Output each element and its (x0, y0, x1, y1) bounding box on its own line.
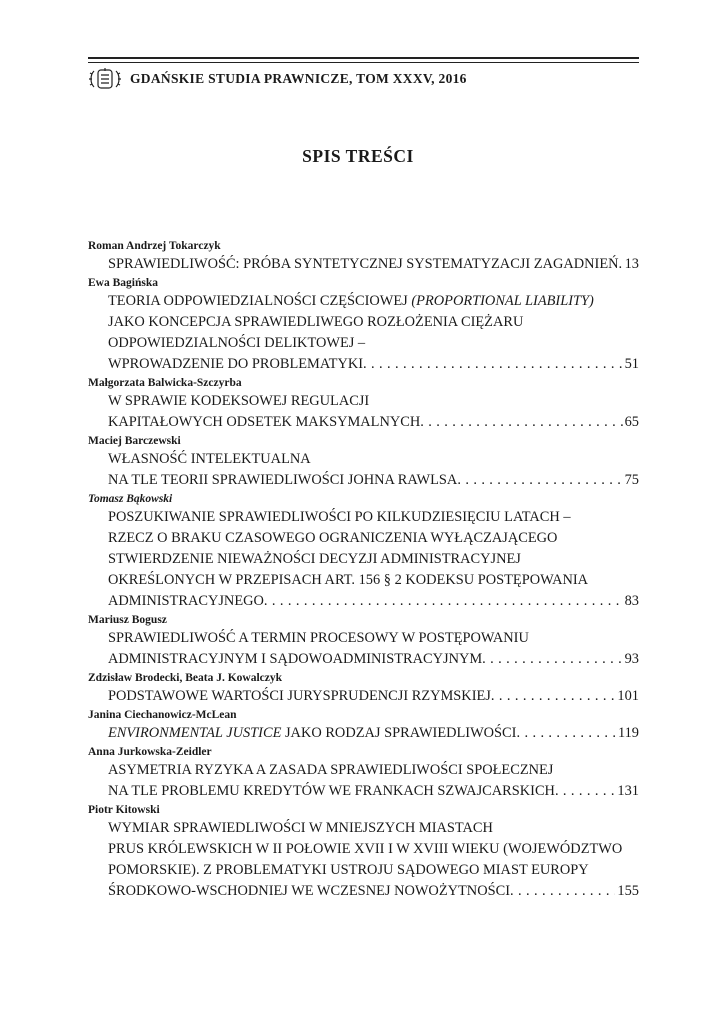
entry-title-italic: ENVIRONMENTAL JUSTICE (108, 725, 282, 741)
entry-title-line (88, 291, 639, 312)
entry-title-text: NA TLE PROBLEMU KREDYTÓW WE FRANKACH SZWAJCARSKICH (108, 783, 555, 799)
entry-author: Roman Andrzej Tokarczyk (88, 240, 221, 252)
toc-entry (88, 433, 639, 491)
entry-title-text: PODSTAWOWE WARTOŚCI JURYSPRUDENCJI RZYMSKIEJ (108, 688, 491, 704)
toc-entry (88, 707, 639, 744)
header-rule-thick (88, 57, 639, 59)
entry-title-text: NA TLE TEORII SPRAWIEDLIWOŚCI JOHNA RAWLSA (108, 472, 458, 488)
entry-author: Janina Ciechanowicz-McLean (88, 709, 237, 721)
toc-entry (88, 744, 639, 802)
entry-author: Mariusz Bogusz (88, 614, 167, 626)
entry-title-italic: (PROPORTIONAL LIABILITY) (411, 293, 594, 309)
entry-title-line (88, 254, 639, 275)
entry-title-line: WYMIAR SPRAWIEDLIWOŚCI W MNIEJSZYCH MIASTACH (108, 820, 493, 836)
entry-title-line (88, 686, 639, 707)
page-title: SPIS TREŚCI (302, 146, 414, 166)
dot-leader (510, 881, 615, 902)
entry-author: Małgorzata Balwicka-Szczyrba (88, 377, 242, 389)
entry-title-line (88, 470, 639, 491)
entry-title-text (108, 723, 516, 744)
entry-title-text: ŚRODKOWO-WSCHODNIEJ WE WCZESNEJ NOWOŻYTNOŚCI (108, 883, 510, 899)
toc-entry (88, 375, 639, 433)
entry-title-line: ASYMETRIA RYZYKA A ZASADA SPRAWIEDLIWOŚCI SPOŁECZNEJ (108, 762, 554, 778)
dot-leader (264, 591, 623, 612)
entry-title-line: ODPOWIEDZIALNOŚCI DELIKTOWEJ – (108, 335, 366, 351)
dot-leader (516, 723, 615, 744)
page-number: 83 (624, 593, 639, 609)
university-crest-icon (88, 66, 122, 92)
toc-entry (88, 612, 639, 670)
dot-leader (363, 354, 623, 375)
entry-title-line: WŁASNOŚĆ INTELEKTUALNA (108, 451, 311, 467)
entry-title-text: WPROWADZENIE DO PROBLEMATYKI (108, 356, 364, 372)
header-rule-thin (88, 62, 639, 63)
page-number: 65 (624, 414, 639, 430)
toc-entry (88, 275, 639, 375)
entry-title-line: RZECZ O BRAKU CZASOWEGO OGRANICZENIA WYŁĄCZAJĄCEGO (108, 530, 558, 546)
dot-leader (555, 781, 615, 802)
page-number: 75 (624, 472, 639, 488)
entry-title-text: SPRAWIEDLIWOŚĆ: PRÓBA SYNTETYCZNEJ SYSTEMATYZACJI ZAGADNIEŃ (108, 256, 619, 272)
page-number: 13 (624, 256, 639, 272)
entry-author: Anna Jurkowska-Zeidler (88, 746, 212, 758)
page-number: 155 (617, 883, 639, 899)
entry-author: Tomasz Bąkowski (88, 493, 173, 505)
entry-title-line: JAKO KONCEPCJA SPRAWIEDLIWEGO ROZŁOŻENIA CIĘŻARU (108, 314, 524, 330)
entry-author: Piotr Kitowski (88, 804, 160, 816)
entry-title-line: SPRAWIEDLIWOŚĆ A TERMIN PROCESOWY W POSTĘPOWANIU (108, 630, 529, 646)
entry-title-line: STWIERDZENIE NIEWAŻNOŚCI DECYZJI ADMINISTRACYJNEJ (108, 551, 521, 567)
table-of-contents (88, 238, 639, 902)
dot-leader (491, 686, 616, 707)
entry-title-line: OKREŚLONYCH W PRZEPISACH ART. 156 § 2 KODEKSU POSTĘPOWANIA (108, 572, 589, 588)
toc-entry (88, 491, 639, 612)
entry-author: Zdzisław Brodecki, Beata J. Kowalczyk (88, 672, 283, 684)
dot-leader (420, 412, 622, 433)
toc-entry (88, 238, 639, 275)
page-number: 119 (617, 725, 639, 741)
entry-author: Maciej Barczewski (88, 435, 181, 447)
entry-title-line: W SPRAWIE KODEKSOWEJ REGULACJI (108, 393, 370, 409)
entry-title-line (88, 591, 639, 612)
entry-title-line (88, 412, 639, 433)
toc-entry (88, 670, 639, 707)
entry-title-line: POMORSKIE). Z PROBLEMATYKI USTROJU SĄDOWEGO MIAST EUROPY (108, 862, 589, 878)
entry-title-line (88, 781, 639, 802)
running-header (88, 66, 639, 92)
toc-entry (88, 802, 639, 902)
entry-title-line (88, 881, 639, 902)
page-number: 131 (617, 783, 639, 799)
entry-title-text: KAPITAŁOWYCH ODSETEK MAKSYMALNYCH (108, 414, 421, 430)
entry-title-line (88, 354, 639, 375)
entry-title-text: JAKO RODZAJ SPRAWIEDLIWOŚCI (281, 725, 517, 741)
dot-leader (457, 470, 622, 491)
page-number: 51 (624, 356, 639, 372)
entry-title-line: POSZUKIWANIE SPRAWIEDLIWOŚCI PO KILKUDZIESIĘCIU LATACH – (108, 509, 571, 525)
dot-leader (482, 649, 622, 670)
entry-title-text: TEORIA ODPOWIEDZIALNOŚCI CZĘŚCIOWEJ (108, 293, 412, 309)
page-number: 101 (617, 688, 639, 704)
entry-title-line (88, 723, 639, 744)
entry-title-line: PRUS KRÓLEWSKICH W II POŁOWIE XVII I W XVIII WIEKU (WOJEWÓDZTWO (108, 841, 623, 857)
entry-title-text: ADMINISTRACYJNEGO (108, 593, 264, 609)
page-number: 93 (624, 651, 639, 667)
entry-title-text: ADMINISTRACYJNYM I SĄDOWOADMINISTRACYJNYM (108, 651, 483, 667)
entry-title-line (88, 649, 639, 670)
journal-title: GDAŃSKIE STUDIA PRAWNICZE, TOM XXXV, 2016 (130, 71, 467, 86)
entry-author: Ewa Bagińska (88, 277, 158, 289)
